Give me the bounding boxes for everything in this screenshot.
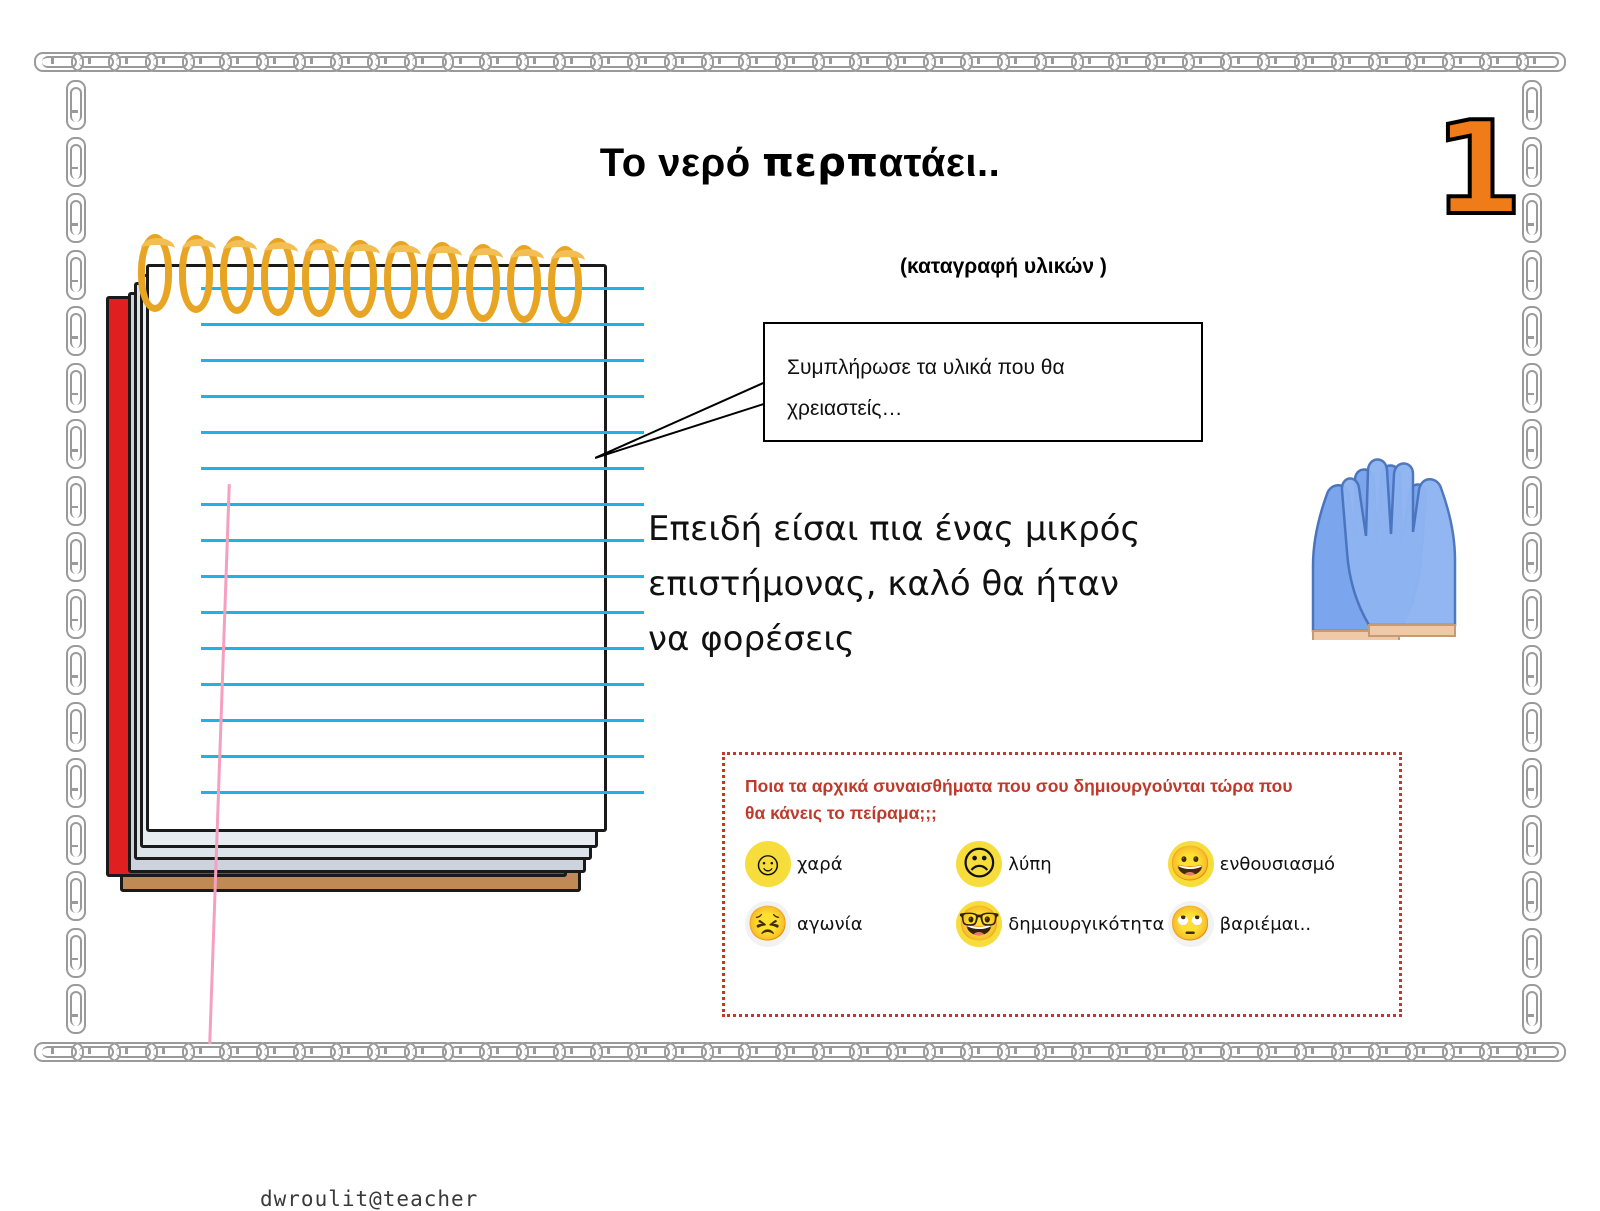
paperclip-icon [65, 702, 83, 748]
spiral-coil-icon [179, 235, 213, 313]
page-title-part2: περπ [762, 140, 879, 186]
notepad-rule-line [201, 575, 644, 578]
body-paragraph-line1: Επειδή είσαι πια ένας μικρός [648, 509, 1141, 549]
feeling-label: αγωνία [797, 913, 863, 935]
paperclip-icon [1521, 589, 1539, 635]
spiral-coil-icon [220, 236, 254, 314]
paperclip-icon [1521, 476, 1539, 522]
paperclip-icon [1520, 1041, 1566, 1059]
paperclip-border-left [52, 80, 96, 1030]
feeling-option[interactable] [745, 841, 956, 887]
feeling-emoji-icon: 🤓 [956, 901, 1002, 947]
feeling-option[interactable] [956, 841, 1167, 887]
spiral-coil-icon [548, 246, 582, 324]
notepad-rule-line [201, 683, 644, 686]
feeling-label: βαριέμαι.. [1219, 913, 1312, 935]
notepad-illustration [100, 232, 670, 1211]
feelings-emoji-grid [745, 841, 1379, 961]
author-credit: dwroulit@teacher [260, 1187, 479, 1211]
notepad-top-sheet [146, 264, 607, 832]
notepad-ruled-lines [201, 287, 644, 807]
paperclip-icon [1521, 871, 1539, 917]
spiral-coil-icon [138, 234, 172, 312]
paperclip-icon [65, 758, 83, 804]
feelings-question-line2: θα κάνεις το πείραμα;;; [745, 803, 937, 824]
notepad-paper-stack [100, 274, 570, 874]
spiral-coil-icon [302, 239, 336, 317]
feeling-emoji-icon: ☺ [745, 841, 791, 887]
paperclip-icon [1521, 306, 1539, 352]
spiral-coil-icon [466, 244, 500, 322]
paperclip-icon [65, 532, 83, 578]
notepad-rule-line [201, 467, 644, 470]
paperclip-icon [65, 137, 83, 183]
paperclip-icon [1521, 928, 1539, 974]
materials-subtitle: (καταγραφή υλικών ) [900, 255, 1107, 278]
page-title-part3: ατάει.. [878, 141, 1001, 185]
feeling-option[interactable] [745, 901, 956, 947]
paperclip-icon [65, 815, 83, 861]
notepad-rule-line [201, 323, 644, 326]
feelings-question-line1: Ποια τα αρχικά συναισθήματα που σου δημιουργούνται τώρα που [745, 776, 1293, 796]
paperclip-icon [65, 984, 83, 1030]
notepad-rule-line [201, 791, 644, 794]
paperclip-icon [65, 645, 83, 691]
paperclip-border-bottom [52, 1020, 1552, 1080]
page-number-badge [1424, 95, 1532, 244]
paperclip-icon [1521, 363, 1539, 409]
spiral-coil-icon [261, 238, 295, 316]
paperclip-icon [65, 871, 83, 917]
feelings-question [745, 773, 1379, 827]
body-paragraph-line3: να φορέσεις [648, 619, 855, 660]
feeling-emoji-icon: 😀 [1168, 841, 1214, 887]
notepad-rule-line [201, 395, 644, 398]
feeling-emoji-icon: 😣 [745, 901, 791, 947]
paperclip-icon [1521, 758, 1539, 804]
paperclip-icon [1521, 532, 1539, 578]
body-paragraph [648, 502, 1248, 667]
body-paragraph-line2: επιστήμονας, καλό θα ήταν [648, 564, 1119, 605]
paperclip-icon [1521, 419, 1539, 465]
page-number-value: 1 [1433, 95, 1523, 244]
notepad-rule-line [201, 539, 644, 542]
feeling-label: δημιουργικότητα [1008, 913, 1165, 935]
spiral-coil-icon [425, 242, 459, 320]
feeling-emoji-icon: ☹ [956, 841, 1002, 887]
notepad-rule-line [201, 431, 644, 434]
page-title-part1: Το νερό [599, 141, 763, 185]
feeling-label: ενθουσιασμό [1219, 853, 1336, 875]
feelings-box [722, 752, 1402, 1017]
notepad-rule-line [201, 719, 644, 722]
paperclip-icon [65, 419, 83, 465]
instruction-callout-line1: Συμπλήρωσε τα υλικά που θα [787, 356, 1065, 379]
spiral-coil-icon [507, 245, 541, 323]
spiral-coil-icon [343, 240, 377, 318]
paperclip-icon [65, 193, 83, 239]
feeling-label: χαρά [797, 853, 843, 875]
paperclip-icon [65, 363, 83, 409]
gloves-illustration [1265, 440, 1485, 640]
paperclip-icon [1521, 984, 1539, 1030]
paperclip-icon [1520, 51, 1566, 69]
paperclip-icon [1521, 815, 1539, 861]
feeling-option[interactable] [956, 901, 1167, 947]
notepad-rule-line [201, 503, 644, 506]
feeling-option[interactable] [1168, 841, 1379, 887]
paperclip-icon [1521, 702, 1539, 748]
paperclip-icon [65, 476, 83, 522]
paperclip-icon [65, 250, 83, 296]
paperclip-icon [65, 306, 83, 352]
page-title [420, 140, 1180, 186]
notepad-spiral-binding [130, 232, 630, 318]
feeling-option[interactable] [1168, 901, 1379, 947]
feeling-emoji-icon: 🙄 [1168, 901, 1214, 947]
paperclip-icon [1521, 645, 1539, 691]
paperclip-border-top [52, 30, 1552, 90]
instruction-callout [763, 322, 1203, 442]
notepad-rule-line [201, 359, 644, 362]
paperclip-icon [65, 589, 83, 635]
paperclip-icon [1521, 250, 1539, 296]
spiral-coil-icon [384, 241, 418, 319]
paperclip-icon [65, 928, 83, 974]
callout-pointer-icon [595, 380, 775, 480]
feeling-label: λύπη [1008, 853, 1052, 875]
notepad-rule-line [201, 647, 644, 650]
instruction-callout-line2: χρειαστείς… [787, 396, 903, 420]
notepad-rule-line [201, 755, 644, 758]
notepad-rule-line [201, 611, 644, 614]
paperclip-icon [65, 80, 83, 126]
